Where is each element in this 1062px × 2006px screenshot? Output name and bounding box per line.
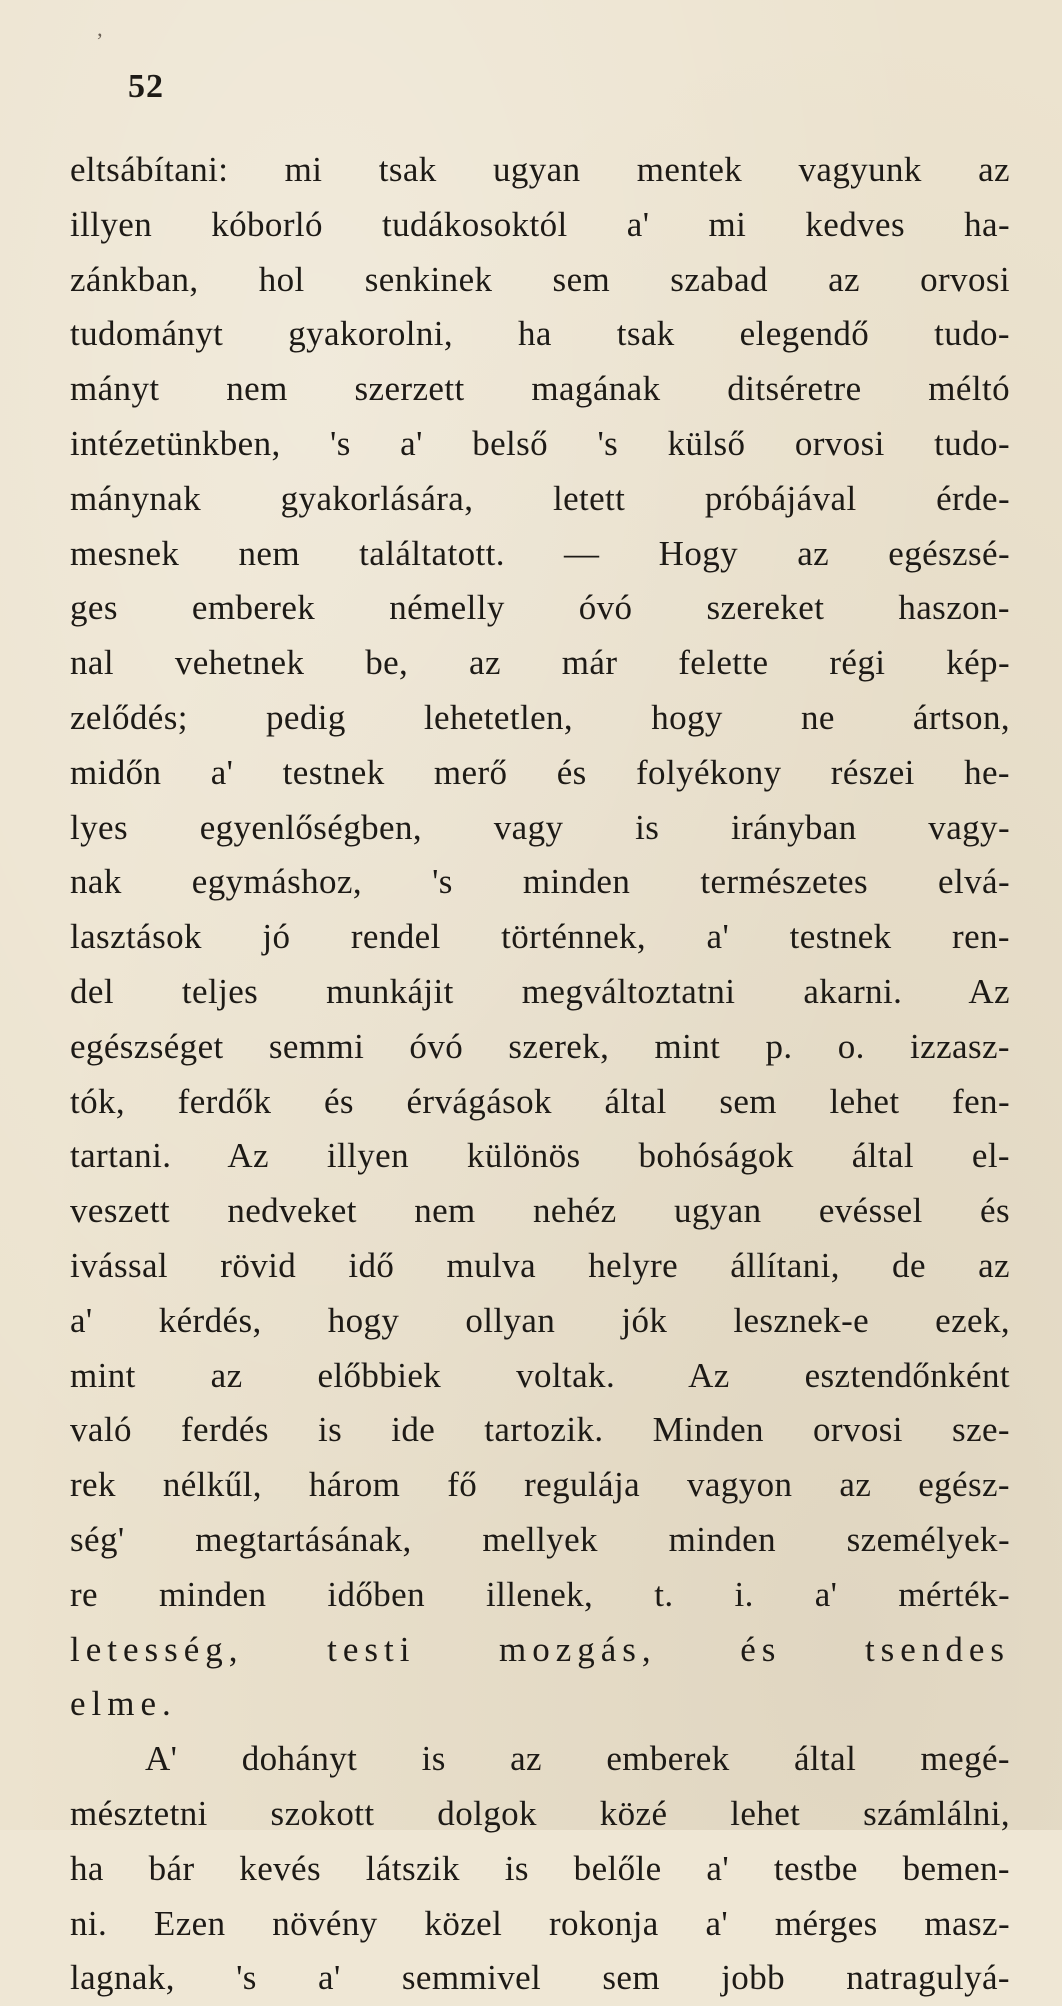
text-line: ges emberek némelly óvó szereket haszon- [70,588,1010,628]
text-line: való ferdés is ide tartozik. Minden orvosi sze- [70,1410,1010,1450]
text-line: ivással rövid idő mulva helyre állítani, de az [70,1245,1010,1285]
text-line: tudományt gyakorolni, ha tsak elegendő tudo- [70,314,1010,354]
text-line: mint az előbbiek voltak. Az esztendőnként [70,1355,1010,1395]
text-line: mesnek nem találtatott. — Hogy az egészsé- [70,533,1010,573]
text-line: midőn a' testnek merő és folyékony részei he- [70,752,1010,792]
text-line: tók, ferdők és érvágások által sem lehet fen- [70,1081,1010,1121]
paragraph-first-line: A' dohányt is az emberek által megé- [145,1739,1010,1779]
text-line: lyes egyenlőségben, vagy is irányban vagy- [70,807,1010,847]
text-line: lagnak, 's a' semmivel sem jobb natragulyá- [70,1958,1010,1998]
text-line: tartani. Az illyen különös bohóságok által el- [70,1136,1010,1176]
text-line: re minden időben illenek, t. i. a' mérték- [70,1574,1010,1614]
text-line: ség' megtartásának, mellyek minden személyek- [70,1519,1010,1559]
text-line: elme. [70,1684,177,1724]
text-line: ha bár kevés látszik is belőle a' testbe bemen- [70,1848,1010,1888]
text-line: lasztások jó rendel történnek, a' testnek ren- [70,917,1010,957]
text-line: mánynak gyakorlására, letett próbájával érde- [70,478,1010,518]
body-text [70,143,1010,2006]
text-line: a' kérdés, hogy ollyan jók lesznek-e ezek, [70,1300,1010,1340]
text-line: eltsábítani: mi tsak ugyan mentek vagyunk az [70,150,1010,189]
text-line: egészséget semmi óvó szerek, mint p. o. izzasz- [70,1026,1010,1066]
text-line: ni. Ezen növény közel rokonja a' mérges masz- [70,1903,1010,1943]
text-line: illyen kóborló tudákosoktól a' mi kedves ha- [70,204,1010,244]
text-line: mésztetni szokott dolgok közé lehet számlálni, [70,1793,1010,1833]
text-line: intézetünkben, 's a' belső 's külső orvosi tudo- [70,423,1010,463]
page-number: 52 [128,68,164,105]
corner-mark: ’ [96,28,104,53]
text-line: zelődés; pedig lehetetlen, hogy ne ártson, [70,697,1010,737]
text-line: rek nélkűl, három fő regulája vagyon az egész- [70,1465,1010,1505]
text-line: nal vehetnek be, az már felette régi kép- [70,643,1010,683]
text-line: letesség, testi mozgás, és tsendes [70,1629,1010,1669]
text-line: nak egymáshoz, 's minden természetes elvá- [70,862,1010,902]
text-line: del teljes munkájit megváltoztatni akarni. Az [70,971,1010,1011]
text-line: zánkban, hol senkinek sem szabad az orvosi [70,259,1010,299]
text-line: veszett nedveket nem nehéz ugyan evéssel és [70,1191,1010,1231]
text-line: mányt nem szerzett magának ditséretre méltó [70,369,1010,409]
